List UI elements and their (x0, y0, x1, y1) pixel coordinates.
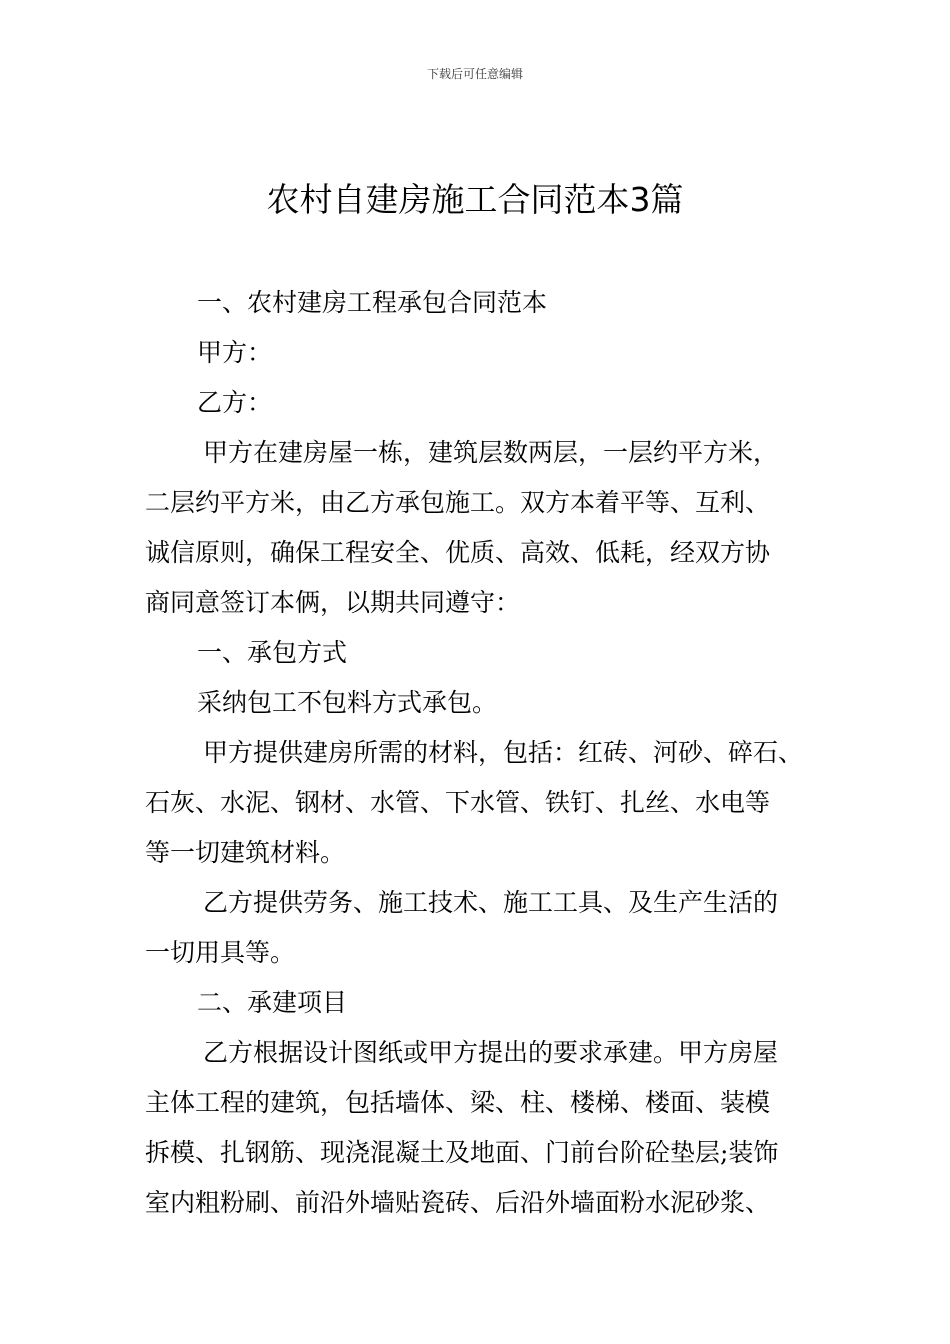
section-heading: 一、承包方式 (197, 638, 348, 667)
document-body (145, 278, 815, 1228)
paragraph-line: 石灰、水泥、钢材、水管、下水管、铁钉、扎丝、水电等 (145, 788, 771, 817)
paragraph-line: 等一切建筑材料。 (145, 838, 346, 867)
party-b-line: 乙方： (197, 388, 273, 417)
section-heading: 二、承建项目 (197, 988, 348, 1017)
header-note: 下载后可任意编辑 (426, 67, 523, 81)
paragraph-line: 乙方提供劳务、施工技术、施工工具、及生产生活的 (203, 888, 779, 917)
paragraph-line: 甲方提供建房所需的材料，包括：红砖、河砂、碎石、 (203, 738, 804, 767)
paragraph-line: 商同意签订本俩，以期共同遵守： (145, 588, 521, 617)
paragraph-line: 主体工程的建筑，包括墙体、梁、柱、楼梯、楼面、装模 (145, 1088, 771, 1117)
paragraph-line: 拆模、扎钢筋、现浇混凝土及地面、门前台阶砼垫层;装饰 (145, 1138, 779, 1167)
paragraph-line: 乙方根据设计图纸或甲方提出的要求承建。甲方房屋 (203, 1038, 779, 1067)
paragraph-line: 甲方在建房屋一栋，建筑层数两层，一层约平方米， (203, 438, 779, 467)
paragraph-line: 采纳包工不包料方式承包。 (197, 688, 498, 717)
document-title: 农村自建房施工合同范本3篇 (266, 180, 684, 219)
paragraph-line: 一切用具等。 (145, 938, 296, 967)
party-a-line: 甲方： (197, 338, 273, 367)
paragraph-line: 二层约平方米，由乙方承包施工。双方本着平等、互利、 (145, 488, 771, 517)
section-heading: 一、农村建房工程承包合同范本 (197, 288, 548, 317)
paragraph-line: 诚信原则，确保工程安全、优质、高效、低耗，经双方协 (145, 538, 771, 567)
paragraph-line: 室内粗粉刷、前沿外墙贴瓷砖、后沿外墙面粉水泥砂浆、 (145, 1188, 771, 1217)
